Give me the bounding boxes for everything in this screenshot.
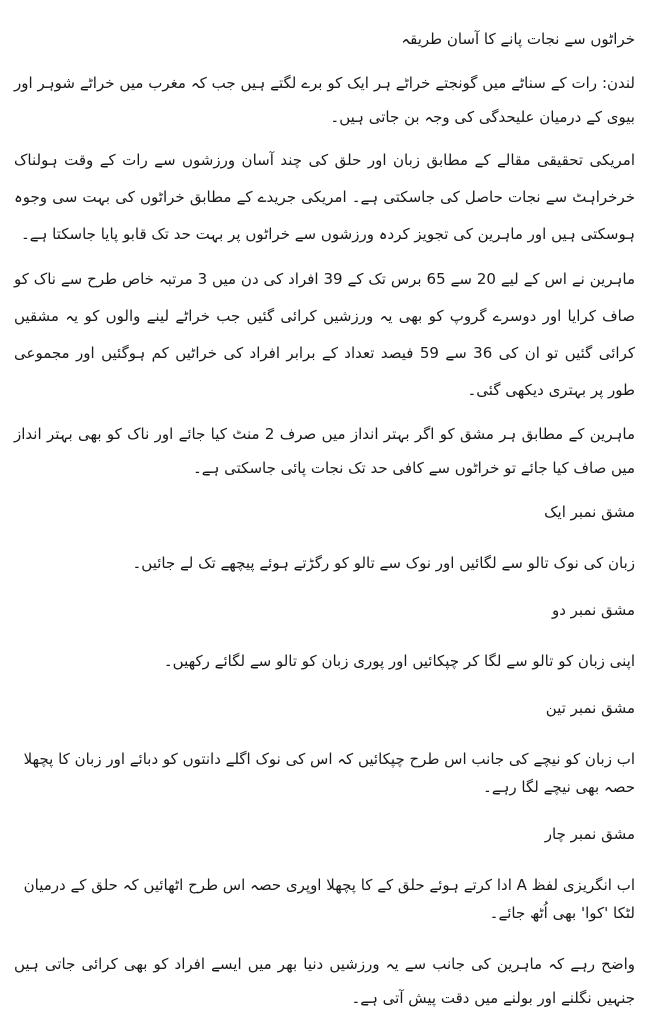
exercise-3-text: اب زبان کو نیچے کی جانب اس طرح چپکائیں کہ اس کی نوک اگلے دانتوں کو دبائے اور زبان کا پچھلا حصہ بھی نیچے لگا رہے۔ xyxy=(23,750,635,796)
intro-paragraph: لندن: رات کے سناٹے میں گونجتے خراٹے ہر ایک کو برے لگتے ہیں جب کہ مغرب میں خراٹے شوہر اور بیوی کے درمیان علیحدگی کی وجہ بن جاتی ہیں۔ xyxy=(14,74,635,126)
exercise-2-heading: مشق نمبر دو xyxy=(551,601,635,619)
closing-paragraph: واضح رہے کہ ماہرین کی جانب سے یہ ورزشیں دنیا بھر میں ایسے افراد کو بھی کرائی جاتی ہیں جنہیں نگلنے اور بولنے میں دقت پیش آتی ہے۔ xyxy=(14,955,635,1007)
experts-paragraph: ماہرین کے مطابق ہر مشق کو اگر بہتر انداز میں صرف 2 منٹ کیا جائے اور ناک کو بھی بہتر انداز میں صاف کیا جائے تو خراٹوں سے کافی حد تک نجات پائی جاسکتی ہے۔ xyxy=(14,425,636,477)
exercise-3-heading: مشق نمبر تین xyxy=(545,699,635,717)
exercise-2-text: اپنی زبان کو تالو سے لگا کر چپکائیں اور پوری زبان کو تالو سے لگائے رکھیں۔ xyxy=(163,652,635,670)
exercise-1-text: زبان کی نوک تالو سے لگائیں اور نوک سے تالو کو رگڑتے ہوئے پیچھے تک لے جائیں۔ xyxy=(132,554,635,572)
research-paragraph: امریکی تحقیقی مقالے کے مطابق زبان اور حلق کی چند آسان ورزشوں سے رات کے وقت ہولناک خرخراہٹ سے نجات حاصل کی جاسکتی ہے۔ امریکی جریدے کے مطابق خراٹوں کی بہت سی وجوہ ہوسکتی ہیں اور ماہرین کی تجویز کردہ ورزشوں سے خراٹوں پر بہت حد تک قابو پایا جاسکتا ہے۔ xyxy=(14,151,635,243)
study-paragraph: ماہرین نے اس کے لیے 20 سے 65 برس تک کے 39 افراد کی دن میں 3 مرتبہ خاص طرح سے ناک کو صاف کرایا اور دوسرے گروپ کو بھی یہ ورزشیں کرائی گئیں جب خراٹے لینے والوں کو یہ مشقیں کرائی گئیں تو ان کی 36 سے 59 فیصد تعداد کے برابر افراد کی خراٹیں کم ہوگئیں اور مجموعی طور پر بہتری دیکھی گئی۔ xyxy=(14,270,635,399)
exercise-4-heading: مشق نمبر چار xyxy=(544,825,635,843)
article-title: خراٹوں سے نجات پانے کا آسان طریقہ xyxy=(401,30,635,48)
exercise-4-text: اب انگریزی لفظ A ادا کرتے ہوئے حلق کے کا پچھلا اوپری حصہ اس طرح اٹھائیں کہ حلق کے درمیان لٹکا 'کوا' بھی اُٹھ جائے۔ xyxy=(23,876,635,922)
exercise-1-heading: مشق نمبر ایک xyxy=(544,503,635,521)
